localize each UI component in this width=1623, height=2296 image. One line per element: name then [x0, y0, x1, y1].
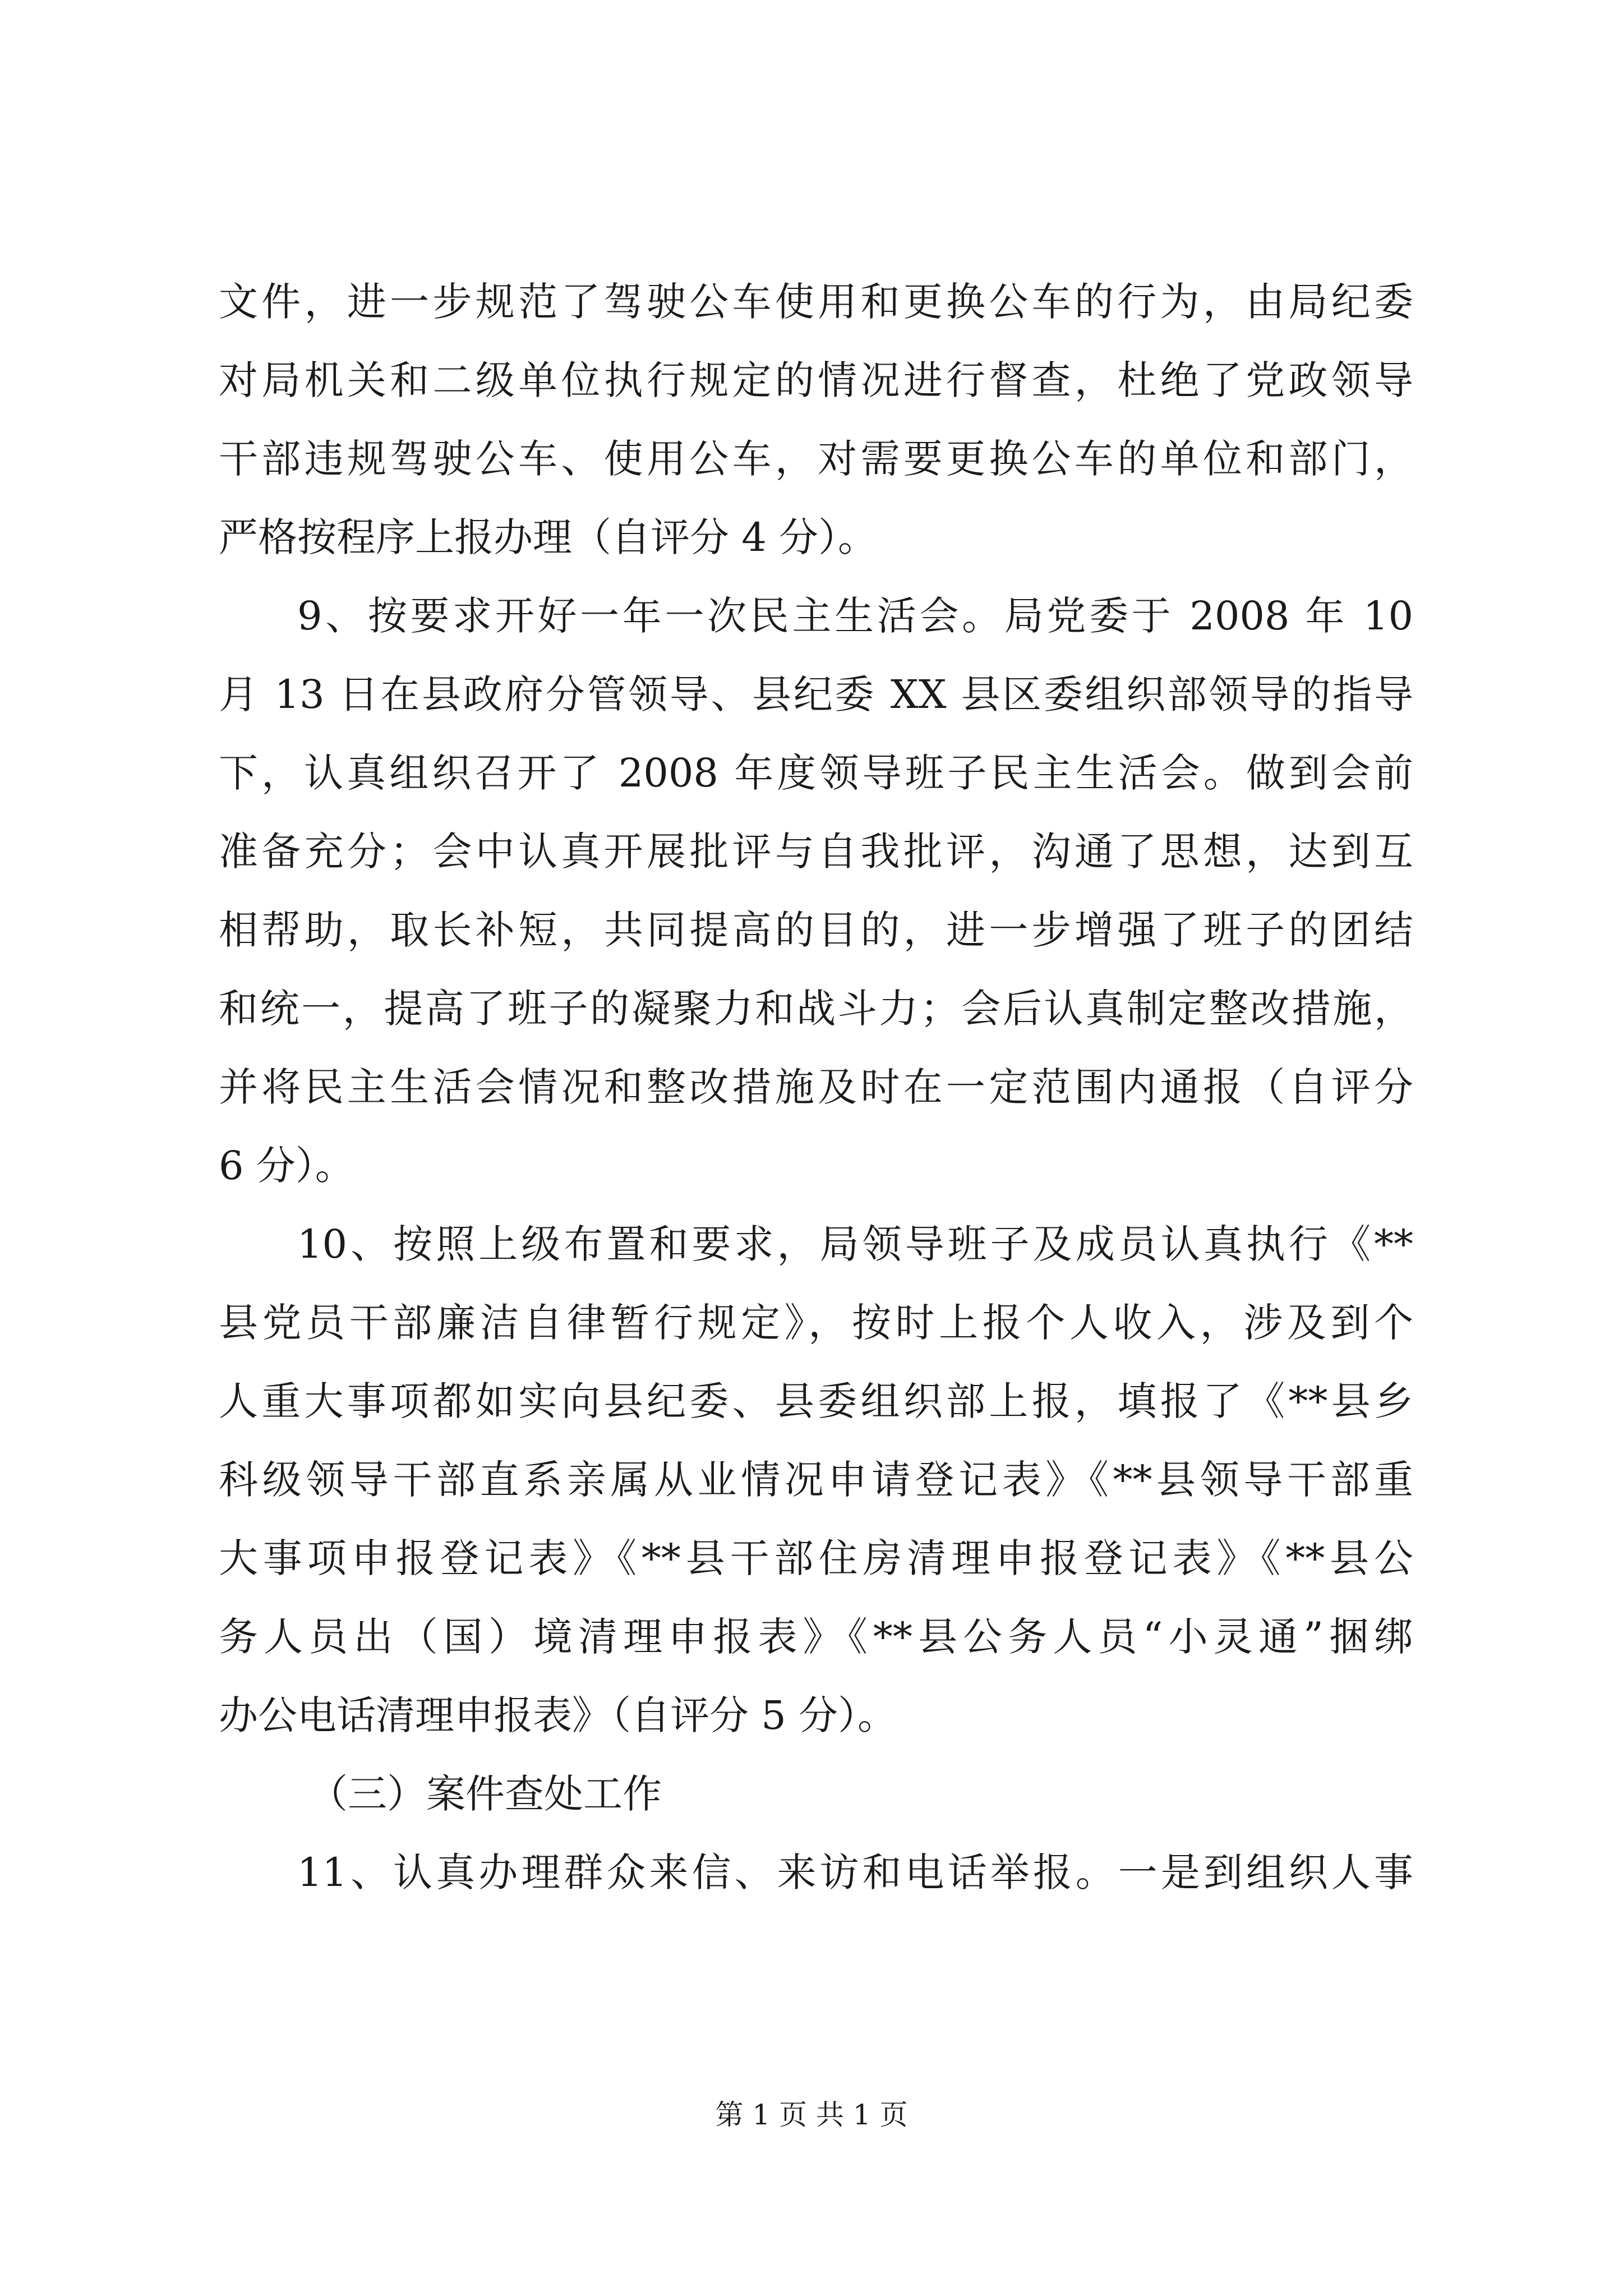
text-line: 科级领导干部直系亲属从业情况申请登记表》《**县领导干部重: [219, 1457, 1413, 1503]
paragraph-first-line: 10、按照上级布置和要求，局领导班子及成员认真执行《**: [297, 1221, 1413, 1267]
paragraph-first-line: 11、认真办理群众来信、来访和电话举报。一是到组织人事: [297, 1849, 1413, 1895]
text-line: 月 13 日在县政府分管领导、县纪委 XX 县区委组织部领导的指导: [219, 671, 1413, 717]
page-footer: 第 1 页 共 1 页: [715, 2099, 908, 2131]
text-line: 务人员出（国）境清理申报表》《**县公务人员“小灵通”捆绑: [219, 1614, 1413, 1660]
text-line: 6 分）。: [219, 1143, 354, 1189]
text-line: 相帮助，取长补短，共同提高的目的，进一步增强了班子的团结: [219, 907, 1413, 953]
text-line: 对局机关和二级单位执行规定的情况进行督查，杜绝了党政领导: [219, 357, 1413, 403]
text-line: 准备充分；会中认真开展批评与自我批评，沟通了思想，达到互: [219, 829, 1413, 875]
section-heading: （三）案件查处工作: [308, 1771, 662, 1817]
text-line: 和统一，提高了班子的凝聚力和战斗力；会后认真制定整改措施，: [219, 986, 1413, 1032]
text-line: 人重大事项都如实向县纪委、县委组织部上报，填报了《**县乡: [219, 1378, 1413, 1424]
text-line: 县党员干部廉洁自律暂行规定》，按时上报个人收入，涉及到个: [219, 1300, 1413, 1346]
text-line: 大事项申报登记表》《**县干部住房清理申报登记表》《**县公: [219, 1535, 1413, 1581]
text-line: 并将民主生活会情况和整改措施及时在一定范围内通报（自评分: [219, 1064, 1413, 1110]
text-line: 文件，进一步规范了驾驶公车使用和更换公车的行为，由局纪委: [219, 279, 1413, 325]
text-line: 干部违规驾驶公车、使用公车，对需要更换公车的单位和部门，: [219, 436, 1413, 482]
text-line: 下，认真组织召开了 2008 年度领导班子民主生活会。做到会前: [219, 750, 1413, 796]
text-line: 办公电话清理申报表》（自评分 5 分）。: [219, 1692, 897, 1738]
paragraph-first-line: 9、按要求开好一年一次民主生活会。局党委于 2008 年 10: [297, 593, 1413, 639]
text-line: 严格按程序上报办理（自评分 4 分）。: [219, 514, 878, 560]
